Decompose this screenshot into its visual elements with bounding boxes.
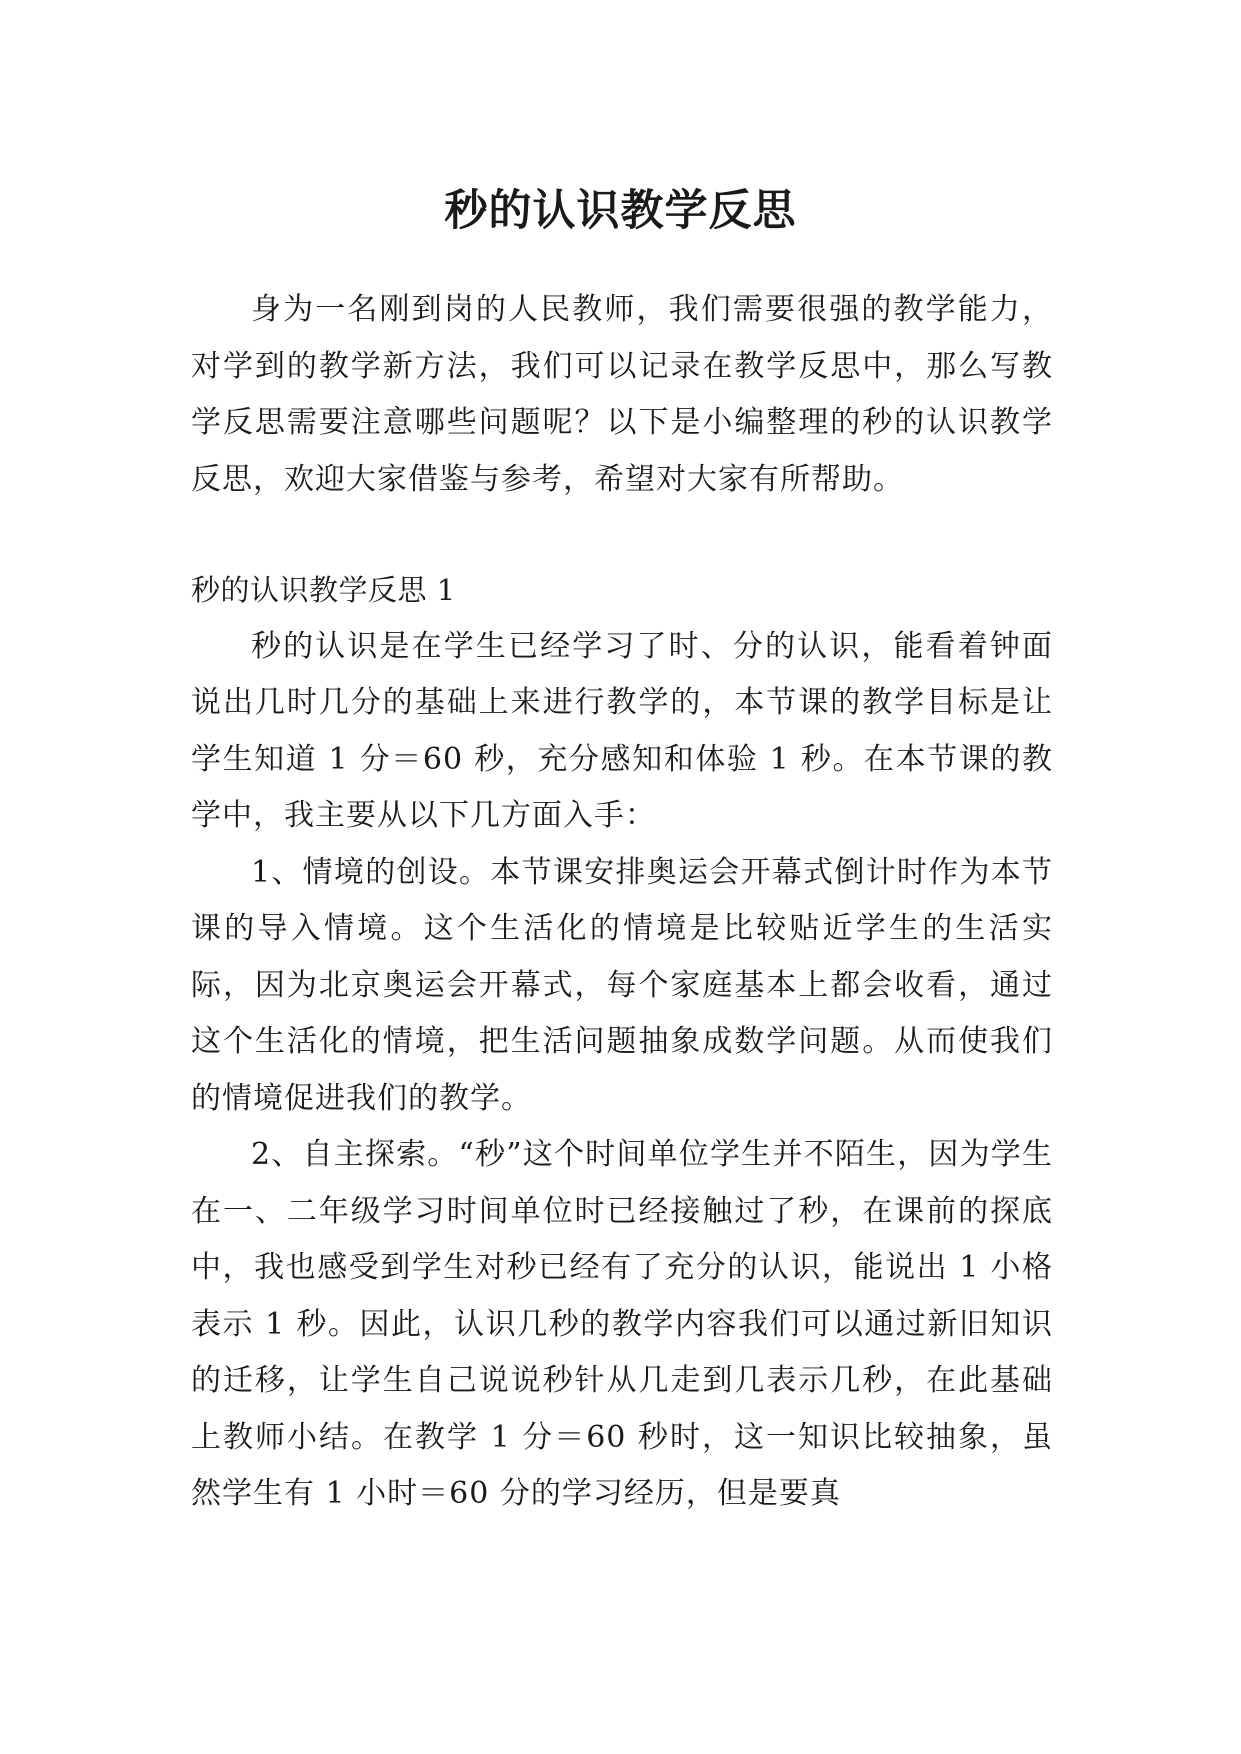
- document-title: 秒的认识教学反思: [444, 185, 797, 236]
- intro-paragraph: 身为一名刚到岗的人民教师，我们需要很强的教学能力，对学到的教学新方法，我们可以记录在教学反思中，那么写教学反思需要注意哪些问题呢？以下是小编整理的秒的认识教学反思，欢迎大家借鉴与参考，希望对大家有所帮助。: [191, 292, 1053, 497]
- document-body: [191, 282, 1053, 1523]
- body-paragraph: 2、自主探索。“秒”这个时间单位学生并不陌生，因为学生在一、二年级学习时间单位时已经接触过了秒，在课前的探底中，我也感受到学生对秒已经有了充分的认识，能说出 1 小格表示 1 秒。因此，认识几秒的教学内容我们可以通过新旧知识的迁移，让学生自己说说秒针从几走到几表示几秒，在此基础上教师小结。在教学 1 分＝60 秒时，这一知识比较抽象，虽然学生有 1 小时＝60 分的学习经历，但是要真: [191, 1137, 1053, 1511]
- body-paragraph: 秒的认识是在学生已经学习了时、分的认识，能看着钟面说出几时几分的基础上来进行教学的，本节课的教学目标是让学生知道 1 分＝60 秒，充分感知和体验 1 秒。在本节课的教学中，我主要从以下几方面入手：: [191, 628, 1053, 833]
- section-heading: 秒的认识教学反思 1: [191, 573, 456, 607]
- body-paragraph: 1、情境的创设。本节课安排奥运会开幕式倒计时作为本节课的导入情境。这个生活化的情境是比较贴近学生的生活实际，因为北京奥运会开幕式，每个家庭基本上都会收看，通过这个生活化的情境，把生活问题抽象成数学问题。从而使我们的情境促进我们的教学。: [191, 854, 1053, 1116]
